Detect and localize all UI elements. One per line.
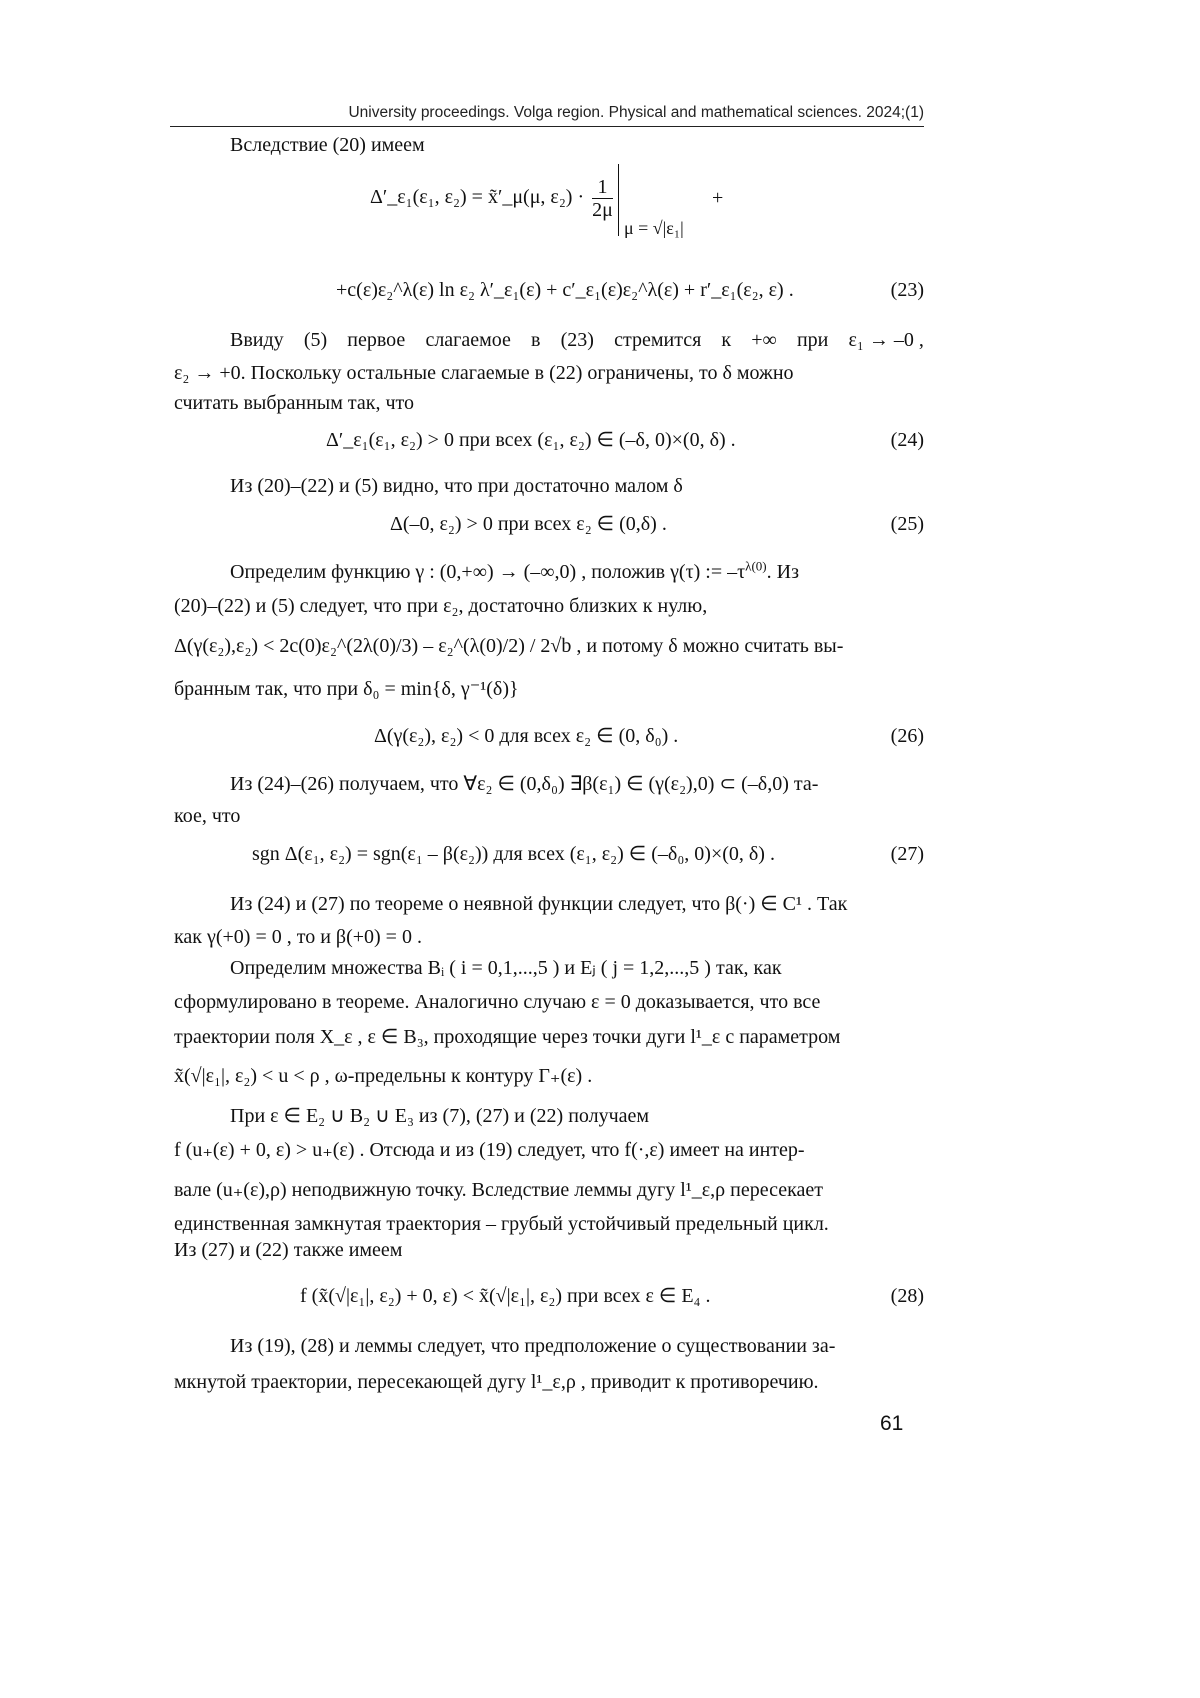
paragraph-9-line-1: Из (19), (28) и леммы следует, что предположение о существовании за- bbox=[230, 1335, 836, 1357]
fraction-denominator: 2μ bbox=[592, 199, 613, 221]
equation-28: f (x̃(√|ε₁|, ε₂) + 0, ε) < x̃(√|ε₁|, ε₂) при всех ε ∈ E₄ . bbox=[300, 1285, 711, 1307]
equation-26: Δ(γ(ε₂), ε₂) < 0 для всех ε₂ ∈ (0, δ₀) . bbox=[374, 725, 679, 747]
paragraph-8-line-1: При ε ∈ E₂ ∪ B₂ ∪ E₃ из (7), (27) и (22) получаем bbox=[230, 1105, 650, 1127]
paragraph-7-line-3: траектории поля X_ε , ε ∈ B₃, проходящие через точки дуги l¹_ε с параметром bbox=[174, 1026, 841, 1048]
equation-lhs: Δ′_ε₁(ε₁, ε₂) = x̃′_μ(μ, ε₂) · bbox=[370, 186, 585, 209]
paragraph-7-line-4: x̃(√|ε₁|, ε₂) < u < ρ , ω-предельны к контуру Γ₊(ε) . bbox=[174, 1065, 593, 1087]
word: в bbox=[531, 329, 541, 351]
fraction bbox=[592, 176, 613, 221]
equation-number-28: (28) bbox=[890, 1285, 924, 1307]
paragraph-2-line-1 bbox=[230, 328, 924, 352]
paragraph-5-line-2: кое, что bbox=[174, 805, 241, 827]
paragraph-8-line-3: вале (u₊(ε),ρ) неподвижную точку. Вследствие леммы дугу l¹_ε,ρ пересекает bbox=[174, 1179, 824, 1201]
superscript: λ(0) bbox=[745, 558, 767, 574]
word: Ввиду bbox=[230, 329, 284, 351]
header-rule bbox=[170, 126, 924, 127]
word: (5) bbox=[303, 329, 328, 351]
paragraph-5-line-1: Из (24)–(26) получаем, что ∀ε₂ ∈ (0,δ₀) ∃β(ε₁) ∈ (γ(ε₂),0) ⊂ (–δ,0) та- bbox=[230, 773, 819, 795]
paragraph-3: Из (20)–(22) и (5) видно, что при достаточно малом δ bbox=[230, 475, 683, 497]
page-number: 61 bbox=[880, 1412, 904, 1435]
paragraph-6-line-2: как γ(+0) = 0 , то и β(+0) = 0 . bbox=[174, 926, 422, 948]
word: +∞ bbox=[751, 329, 777, 351]
paragraph-4-line-4: бранным так, что при δ₀ = min{δ, γ⁻¹(δ)} bbox=[174, 678, 519, 700]
equation-derivative-first-line bbox=[370, 176, 616, 221]
evaluation-subscript: μ = √|ε₁| bbox=[624, 218, 684, 238]
word: первое bbox=[347, 329, 406, 351]
word: слагаемое bbox=[425, 329, 511, 351]
fraction-numerator: 1 bbox=[592, 176, 613, 199]
paragraph-8-line-5: Из (27) и (22) также имеем bbox=[174, 1239, 403, 1261]
paragraph-2-line-3: считать выбранным так, что bbox=[174, 392, 414, 414]
paragraph-8-line-4: единственная замкнутая траектория – грубый устойчивый предельный цикл. bbox=[174, 1213, 829, 1235]
word: стремится bbox=[614, 329, 702, 351]
word: ε₁ → –0 , bbox=[848, 329, 924, 351]
equation-23: +c(ε)ε₂^λ(ε) ln ε₂ λ′_ε₁(ε) + c′_ε₁(ε)ε₂^λ(ε) + r′_ε₁(ε₂, ε) . bbox=[336, 279, 794, 301]
paragraph-2-line-2: ε₂ → +0. Поскольку остальные слагаемые в (22) ограничены, то δ можно bbox=[174, 362, 794, 384]
equation-25: Δ(–0, ε₂) > 0 при всех ε₂ ∈ (0,δ) . bbox=[390, 513, 667, 535]
equation-24: Δ′_ε₁(ε₁, ε₂) > 0 при всех (ε₁, ε₂) ∈ (–δ, 0)×(0, δ) . bbox=[326, 429, 736, 451]
paragraph-6-line-1: Из (24) и (27) по теореме о неявной функции следует, что β(·) ∈ C¹ . Так bbox=[230, 893, 848, 915]
equation-27: sgn Δ(ε₁, ε₂) = sgn(ε₁ – β(ε₂)) для всех (ε₁, ε₂) ∈ (–δ₀, 0)×(0, δ) . bbox=[252, 843, 775, 865]
text: Определим функцию γ : (0,+∞) → (–∞,0) , положив γ(τ) := –τ bbox=[230, 561, 746, 583]
paragraph-7-line-2: сформулировано в теореме. Аналогично случаю ε = 0 доказывается, что все bbox=[174, 991, 821, 1013]
paragraph-intro: Вследствие (20) имеем bbox=[230, 134, 425, 156]
paragraph-4-line-2: (20)–(22) и (5) следует, что при ε₂, достаточно близких к нулю, bbox=[174, 595, 708, 617]
paragraph-8-line-2: f (u₊(ε) + 0, ε) > u₊(ε) . Отсюда и из (19) следует, что f(·,ε) имеет на интер- bbox=[174, 1139, 805, 1161]
equation-number-25: (25) bbox=[890, 513, 924, 535]
paragraph-4-line-1 bbox=[230, 560, 924, 584]
equation-number-24: (24) bbox=[890, 429, 924, 451]
word: при bbox=[796, 329, 829, 351]
equation-continuation-plus: + bbox=[712, 187, 724, 209]
word: (23) bbox=[560, 329, 594, 351]
paragraph-4-line-3: Δ(γ(ε₂),ε₂) < 2c(0)ε₂^(2λ(0)/3) – ε₂^(λ(0)/2) / 2√b , и потому δ можно считать вы- bbox=[174, 635, 844, 657]
text: . Из bbox=[766, 561, 799, 583]
running-title: University proceedings. Volga region. Physical and mathematical sciences. 2024;(1) bbox=[348, 104, 924, 121]
word: к bbox=[721, 329, 732, 351]
paragraph-9-line-2: мкнутой траектории, пересекающей дугу l¹_ε,ρ , приводит к противоречию. bbox=[174, 1371, 819, 1393]
equation-number-23: (23) bbox=[890, 279, 924, 301]
equation-number-27: (27) bbox=[890, 843, 924, 865]
evaluation-bar bbox=[618, 164, 619, 236]
paragraph-7-line-1: Определим множества Bᵢ ( i = 0,1,...,5 ) и Eⱼ ( j = 1,2,...,5 ) так, как bbox=[230, 957, 782, 979]
equation-number-26: (26) bbox=[890, 725, 924, 747]
